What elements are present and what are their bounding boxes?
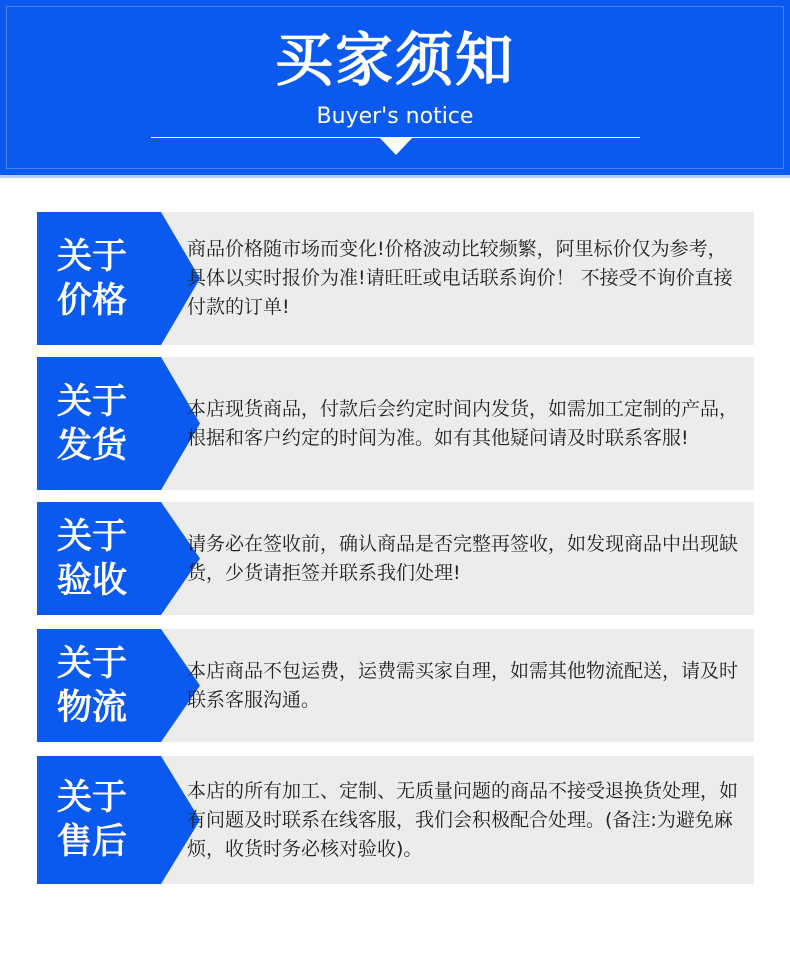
notice-label-line1: 关于 [56, 643, 127, 684]
notice-label [37, 629, 147, 742]
page-subtitle: Buyer's notice [316, 104, 474, 129]
notice-label-line2: 物流 [56, 687, 127, 728]
notice-body-text: 本店商品不包运费，运费需买家自理，如需其他物流配送，请及时联系客服沟通。 [187, 659, 739, 711]
notice-body-text: 请务必在签收前，确认商品是否完整再签收，如发现商品中出现缺货，少货请拒签并联系我们处理! [187, 532, 739, 584]
notice-price [37, 212, 754, 345]
notice-label [37, 756, 147, 884]
notice-body [187, 756, 742, 884]
notice-label [37, 212, 147, 345]
notice-label-line2: 发货 [56, 425, 127, 466]
notice-inspection [37, 502, 754, 615]
notice-body-text: 商品价格随市场而变化!价格波动比较频繁，阿里标价仅为参考，具体以实时报价为准!请旺旺或电话联系询价！ 不接受不询价直接付款的订单! [187, 238, 733, 318]
header-banner [0, 0, 790, 178]
notice-body [187, 212, 742, 345]
notice-label-line1: 关于 [56, 516, 127, 557]
notice-label-line2: 验收 [56, 560, 127, 601]
notice-label [37, 357, 147, 490]
notice-label-line2: 售后 [56, 822, 127, 862]
notice-body-text: 本店现货商品，付款后会约定时间内发货，如需加工定制的产品，根据和客户约定的时间为准。如有其他疑问请及时联系客服! [187, 397, 739, 449]
notice-shipping [37, 357, 754, 490]
notice-logistics [37, 629, 754, 742]
down-arrow-icon [380, 138, 412, 155]
notice-body [187, 357, 742, 490]
notice-label-line1: 关于 [56, 381, 127, 422]
notice-after-sales [37, 756, 754, 884]
page-title: 买家须知 [274, 26, 515, 94]
notice-label [37, 502, 147, 615]
notice-label-line1: 关于 [56, 778, 127, 818]
notice-body [187, 502, 742, 615]
notice-label-line1: 关于 [56, 236, 127, 277]
notice-body-text: 本店的所有加工、定制、无质量问题的商品不接受退换货处理，如有问题及时联系在线客服，我们会积极配合处理。(备注:为避免麻烦，收货时务必核对验收)。 [187, 779, 739, 860]
notice-label-line2: 价格 [56, 280, 127, 321]
notice-body [187, 629, 742, 742]
